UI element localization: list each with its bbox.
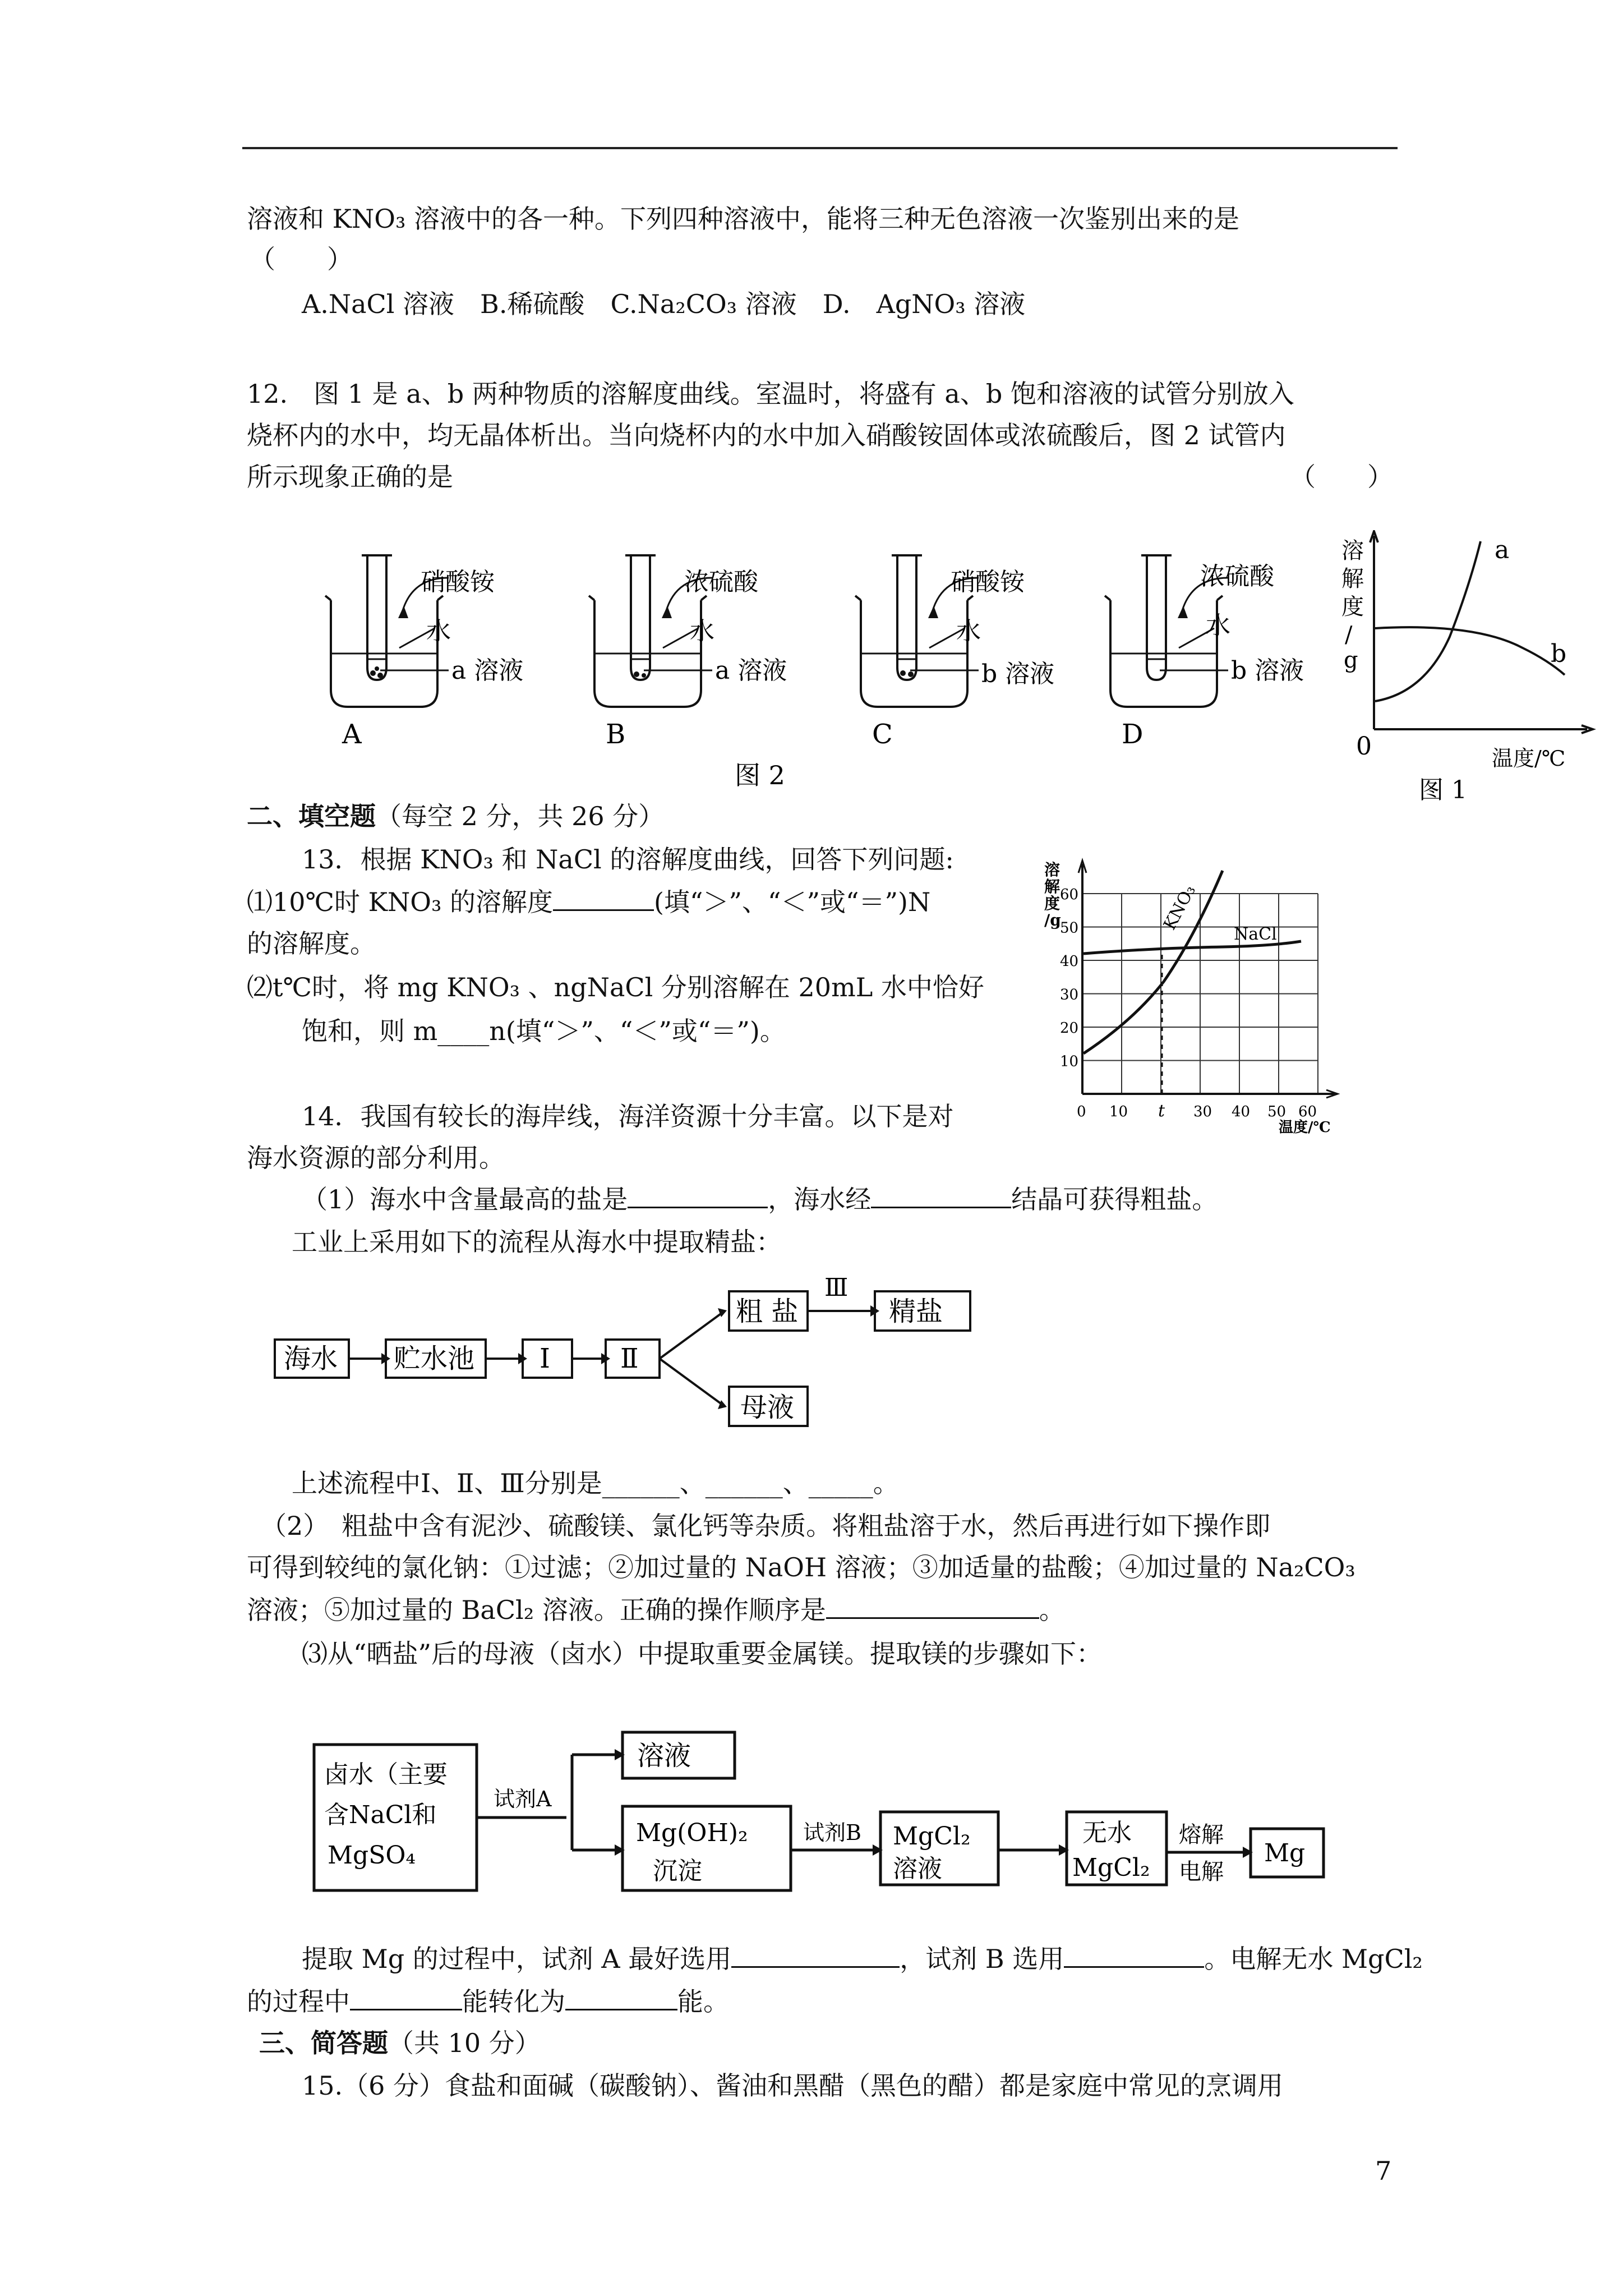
q14-p4b: ，试剂 B 选用 (900, 1944, 1064, 1974)
flow2-melt: 熔解 (1179, 1822, 1224, 1848)
q14-p1c: 结晶可获得粗盐。 (1011, 1184, 1218, 1214)
flow2-reagent-b: 试剂B (803, 1820, 861, 1845)
flow1-step3: Ⅲ (824, 1273, 849, 1302)
q13-p2b: 饱和，则 m____n(填“＞”、“＜”或“＝”)。 (302, 1016, 786, 1046)
q11-options: A.NaCl 溶液 B.稀硫酸 C.Na₂CO₃ 溶液 D. AgNO₃ 溶液 (302, 289, 1026, 319)
beaker-c-letter: C (872, 719, 893, 750)
curve-b (1375, 627, 1565, 675)
q14-p4e: 能转化为 (462, 1986, 565, 2017)
q15-line1: 15.（6 分）食盐和面碱（碳酸钠）、酱油和黑醋（黑色的醋）都是家庭中常见的烹调用 (302, 2070, 1284, 2101)
q13-solubility-chart (1043, 853, 1357, 1139)
section3-title: 三、简答题 (259, 2028, 388, 2058)
beaker-a-reagent: 硝酸铵 (421, 568, 495, 596)
q14-p1d: 工业上采用如下的流程从海水中提取精盐： (292, 1227, 782, 1257)
fig1-curve-a-label: a (1495, 536, 1510, 564)
q14-p4-line2 (247, 1985, 729, 2018)
q14-p1a: （1）海水中含量最高的盐是 (302, 1184, 628, 1214)
beaker-b-water: 水 (690, 617, 714, 646)
q11-line1: 溶液和 KNO₃ 溶液中的各一种。下列四种溶液中，能将三种无色溶液一次鉴别出来的是 (247, 204, 1240, 234)
section2-title: 二、填空题 (247, 801, 376, 831)
figure-1-chart (1329, 530, 1598, 811)
q14-p1b: ，海水经 (768, 1184, 872, 1214)
q12-line1: 12. 图 1 是 a、b 两种物质的溶解度曲线。室温时，将盛有 a、b 饱和溶液的试管分别放入 (247, 379, 1294, 409)
flow2-mgcl-2: 溶液 (893, 1855, 942, 1883)
q13-p2a: ⑵t℃时，将 mg KNO₃ 、ngNaCl 分别溶解在 20mL 水中恰好 (247, 972, 984, 1002)
q12-line3: 所示现象正确的是 (247, 462, 453, 492)
flow2-anhydrous-2: MgCl₂ (1072, 1853, 1150, 1882)
q13-ytick-label: 50 (1060, 919, 1079, 937)
q13-blank-1[interactable] (553, 887, 654, 911)
section2-note: （每空 2 分，共 26 分） (376, 801, 665, 831)
beaker-b-letter: B (606, 719, 626, 750)
q13-p1b: (填“＞”、“＜”或“＝”)N (654, 887, 931, 917)
flow-chart-salt (269, 1268, 998, 1436)
beaker-d-solution: b 溶液 (1231, 656, 1304, 685)
beaker-d (1105, 555, 1304, 750)
q14-blank-reagent-a[interactable] (731, 1944, 900, 1968)
beaker-d-reagent: 浓硫酸 (1200, 562, 1274, 591)
q14-blank-order[interactable] (826, 1595, 1039, 1619)
q14-p1-line (302, 1182, 1218, 1216)
flow2-brine-3: MgSO₄ (328, 1841, 416, 1870)
q14-intro1: 14．我国有较长的海岸线，海洋资源十分丰富。以下是对 (302, 1101, 954, 1131)
q13-xtick-label: 0 (1077, 1103, 1086, 1120)
q13-t-label: t (1158, 1101, 1165, 1121)
flow2-mgoh-1: Mg(OH)₂ (636, 1819, 748, 1847)
flow1-mother: 母液 (740, 1392, 795, 1423)
flow2-mg: Mg (1264, 1839, 1306, 1867)
flow2-mgcl-1: MgCl₂ (893, 1822, 971, 1851)
flow2-brine-1: 卤水（主要 (324, 1760, 448, 1789)
q13-ytick-label: 10 (1060, 1053, 1079, 1070)
flow-chart-magnesium (308, 1717, 1374, 1902)
q14-p1e: 上述流程中Ⅰ、Ⅱ、Ⅲ分别是______、______、_____。 (292, 1468, 899, 1498)
fig1-curve-b-label: b (1551, 639, 1567, 668)
q11-paren: （ ） (250, 244, 353, 274)
fig1-xlabel: 温度/℃ (1492, 746, 1566, 771)
beaker-a (325, 555, 523, 750)
flow2-anhydrous-1: 无水 (1082, 1819, 1132, 1847)
q14-p3: ⑶从“晒盐”后的母液（卤水）中提取重要金属镁。提取镁的步骤如下： (302, 1639, 1103, 1669)
q13-ylabel-2: 解 (1044, 877, 1061, 896)
fig1-ylabel-3: 度 (1341, 594, 1364, 620)
fig1-ylabel-2: 解 (1341, 566, 1364, 592)
flow1-step2: Ⅱ (620, 1343, 639, 1374)
q13-xticks (1077, 1103, 1317, 1120)
q14-p4d: 的过程中 (247, 1986, 350, 2017)
q14-p2-line (247, 1593, 1065, 1627)
flow2-mgoh-2: 沉淀 (653, 1857, 702, 1885)
flow2-electrolysis: 电解 (1179, 1859, 1224, 1885)
q13-xtick-label: 40 (1232, 1103, 1251, 1120)
q13-xtick-label: 50 (1267, 1103, 1287, 1120)
q14-blank-reagent-b[interactable] (1064, 1944, 1204, 1968)
q13-ylabel-4: /g (1044, 911, 1061, 930)
fig1-ylabel-1: 溶 (1341, 538, 1364, 564)
q14-p4-line (302, 1942, 1423, 1976)
beaker-b-reagent: 浓硫酸 (684, 568, 758, 596)
figure-2-beakers (292, 550, 1312, 797)
section2-heading (247, 799, 664, 833)
beaker-b (589, 555, 787, 750)
fig1-caption: 图 1 (1419, 776, 1467, 804)
flow1-step1: Ⅰ (540, 1343, 550, 1374)
section3-heading (259, 2026, 541, 2060)
q14-p4c: 。电解无水 MgCl₂ (1204, 1944, 1423, 1974)
q14-p2b: 可得到较纯的氯化钠：①过滤；②加过量的 NaOH 溶液；③加适量的盐酸；④加过量的 Na₂CO₃ (247, 1552, 1355, 1582)
q13-nacl-label: NaCl (1234, 924, 1277, 944)
q14-p4a: 提取 Mg 的过程中，试剂 A 最好选用 (302, 1944, 732, 1974)
q14-blank-method[interactable] (871, 1184, 1011, 1208)
beaker-c-reagent: 硝酸铵 (951, 568, 1025, 596)
q13-xtick-label: 60 (1298, 1103, 1317, 1120)
kno3-curve (1083, 871, 1223, 1053)
section3-note: （共 10 分） (388, 2028, 541, 2058)
q13-xtick-label: 30 (1193, 1103, 1212, 1120)
q14-blank-salt[interactable] (628, 1184, 768, 1208)
q13-p1-line (247, 885, 930, 919)
flow2-brine-2: 含NaCl和 (324, 1801, 437, 1829)
fig1-origin: 0 (1356, 732, 1372, 761)
page-number: 7 (1375, 2156, 1392, 2186)
q13-p1c: 的溶解度。 (247, 928, 376, 959)
q12-line2: 烧杯内的水中，均无晶体析出。当向烧杯内的水中加入硝酸铵固体或浓硫酸后，图 2 试管内 (247, 420, 1286, 450)
q12-paren: （ ） (1290, 462, 1393, 492)
q13-ylabel-3: 度 (1044, 894, 1061, 913)
q13-ytick-label: 20 (1060, 1020, 1079, 1037)
q13-intro: 13．根据 KNO₃ 和 NaCl 的溶解度曲线，回答下列问题: (302, 844, 954, 875)
q13-ytick-label: 40 (1060, 953, 1079, 970)
figure-2-caption: 图 2 (735, 760, 785, 790)
q13-ytick-label: 30 (1060, 986, 1079, 1004)
beaker-d-letter: D (1122, 719, 1144, 750)
q14-p2c: 溶液；⑤加过量的 BaCl₂ 溶液。正确的操作顺序是 (247, 1595, 826, 1625)
q13-grid (1082, 894, 1318, 1094)
beaker-a-solution: a 溶液 (451, 656, 524, 685)
flow2-reagent-a: 试剂A (494, 1787, 552, 1811)
q13-ytick-label: 60 (1060, 886, 1079, 903)
flow2-solution: 溶液 (637, 1740, 691, 1772)
q13-p1a: ⑴10℃时 KNO₃ 的溶解度 (247, 887, 554, 917)
beaker-c (855, 555, 1054, 750)
fig1-ylabel-4: / (1345, 622, 1353, 648)
flow1-crude: 粗 盐 (736, 1296, 799, 1327)
header-rule (242, 147, 1398, 149)
q13-xtick-label: 10 (1109, 1103, 1128, 1120)
beaker-b-solution: a 溶液 (715, 656, 787, 685)
q14-p2a: （2） 粗盐中含有泥沙、硫酸镁、氯化钙等杂质。将粗盐溶于水，然后再进行如下操作即 (261, 1511, 1271, 1541)
flow1-seawater: 海水 (284, 1343, 338, 1374)
q13-xlabel: 温度/℃ (1279, 1119, 1331, 1136)
q14-blank-energy-1[interactable] (350, 1986, 462, 2010)
q14-p2d: 。 (1039, 1595, 1065, 1625)
beaker-d-water: 水 (1206, 611, 1230, 640)
q14-intro2: 海水资源的部分利用。 (247, 1143, 505, 1173)
fig1-ylabel-5: g (1344, 647, 1358, 673)
q13-kno3-label: KNO₃ (1160, 882, 1200, 933)
curve-a (1375, 541, 1481, 701)
q13-yticks (1060, 886, 1078, 1070)
beaker-a-water: 水 (426, 617, 451, 646)
beaker-a-letter: A (342, 719, 362, 750)
q14-p4f: 能。 (677, 1986, 729, 2017)
flow1-pond: 贮水池 (394, 1343, 475, 1374)
beaker-c-solution: b 溶液 (981, 660, 1055, 688)
q13-ylabel-1: 溶 (1044, 861, 1061, 879)
q14-blank-energy-2[interactable] (565, 1986, 677, 2010)
beaker-c-water: 水 (956, 617, 981, 646)
flow1-fine: 精盐 (889, 1296, 943, 1327)
